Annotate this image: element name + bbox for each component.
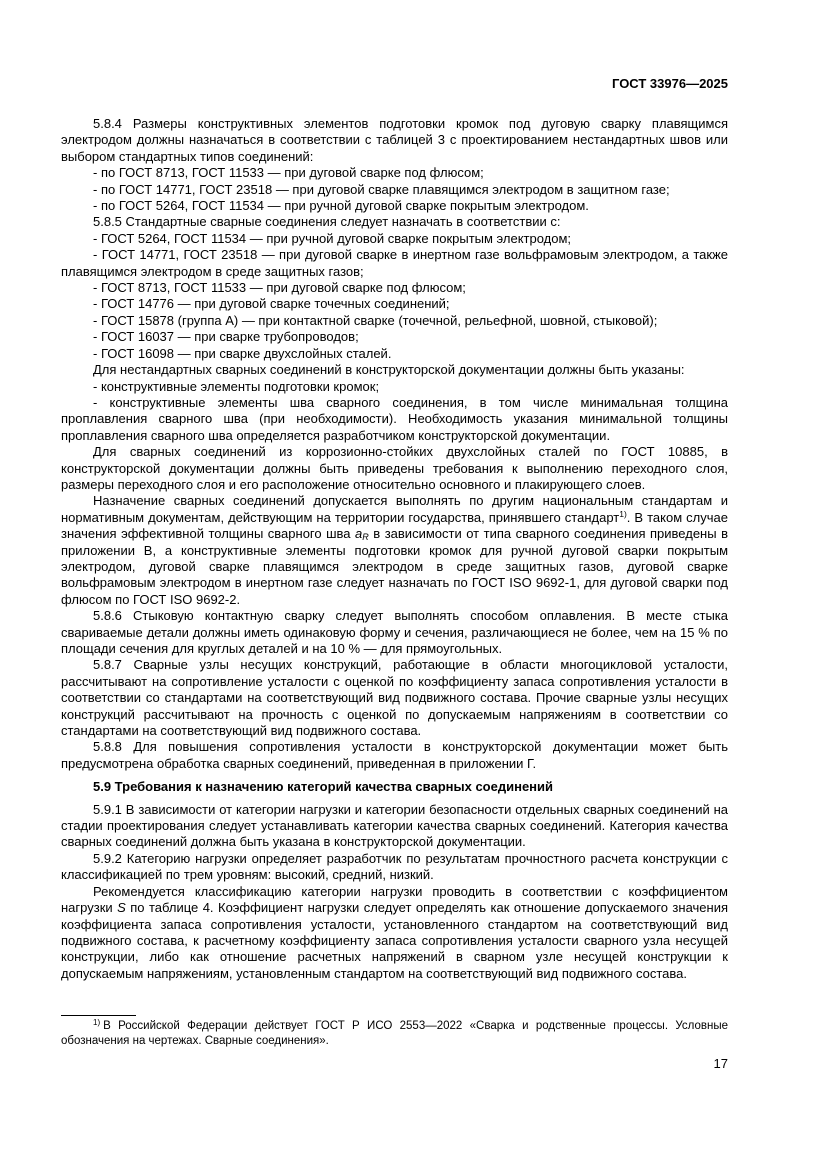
paragraph: - ГОСТ 14771, ГОСТ 23518 — при дуговой сварке в инертном газе вольфрамовым электродом, а также плавящимся электродом в среде защитных газов; xyxy=(61,247,728,279)
footnote-text: В Российской Федерации действует ГОСТ Р ИСО 2553—2022 «Сварка и родственные процессы. Условные обозначения на чертежах. Сварные соединения». xyxy=(61,1020,728,1047)
paragraph-national-standards xyxy=(61,493,728,608)
paragraph-text: Назначение сварных соединений допускается выполнять по другим национальным стандартам и нормативным документам, действующим на территории государства, принявшего стандарт xyxy=(61,493,728,525)
paragraph: - конструктивные элементы шва сварного соединения, в том числе минимальная толщина проплавления сварного шва (при необходимости). Необходимость указания минимальной толщины проплавления сварного шва определяется разработчиком конструкторской документации. xyxy=(61,394,728,443)
paragraph: 5.8.5 Стандартные сварные соединения следует назначать в соответствии с: xyxy=(93,214,561,230)
list-item: - конструктивные элементы подготовки кромок; xyxy=(93,378,380,394)
paragraph-text: Рекомендуется классификацию категории нагрузки проводить в соответствии с коэффициентом нагрузки xyxy=(61,883,728,916)
symbol-s: S xyxy=(117,900,126,916)
paragraph-text: . В таком случае значения эффективной толщины сварного шва xyxy=(61,509,728,542)
paragraph: 5.9.1 В зависимости от категории нагрузки и категории безопасности отдельных сварных соединений на стадии проектирования следует устанавливать категории качества сварных соединений. Категория качества сварных соединений должна быть указана в конструкторской документации. xyxy=(61,801,728,850)
list-item: - ГОСТ 16037 — при сварке трубопроводов; xyxy=(93,329,359,345)
paragraph: Для нестандартных сварных соединений в конструкторской документации должны быть указаны: xyxy=(93,362,685,378)
symbol-a: a xyxy=(355,526,363,542)
list-item: - по ГОСТ 14771, ГОСТ 23518 — при дуговой сварке плавящимся электродом в защитном газе; xyxy=(93,181,670,197)
list-item: - по ГОСТ 5264, ГОСТ 11534 — при ручной дуговой сварке покрытым электродом. xyxy=(93,198,589,214)
paragraph: 5.8.7 Сварные узлы несущих конструкций, работающие в области многоцикловой усталости, рассчитывают на сопротивление усталости с оценкой по коэффициенту запаса сопротивления усталости в соответствии со стандартами на соответствующий вид подвижного состава. Прочие сварные узлы несущих конструкций рассчитывают на прочность с оценкой по допускаемым напряжениям в соответствии со стандартами на соответствующий вид подвижного состава. xyxy=(61,657,728,739)
footnote-separator xyxy=(61,1015,136,1016)
symbol-subscript-r: R xyxy=(362,532,369,543)
page-number: 17 xyxy=(713,1056,728,1071)
paragraph: 5.8.6 Стыковую контактную сварку следует выполнять способом оплавления. В месте стыка свариваемые детали должны иметь одинаковую форму и сечения, различающиеся не более, чем на 15 % по площади сечения для круглых деталей и на 10 % — для прямоугольных. xyxy=(61,608,728,656)
list-item: - ГОСТ 8713, ГОСТ 11533 — при дуговой сварке под флюсом; xyxy=(93,280,466,296)
paragraph: 5.9.2 Категорию нагрузки определяет разработчик по результатам прочностного расчета конструкции с классификацией по трем уровням: высокий, средний, низкий. xyxy=(61,850,728,883)
list-item: - ГОСТ 16098 — при сварке двухслойных сталей. xyxy=(93,345,392,361)
document-body xyxy=(61,116,728,982)
paragraph: 5.8.4 Размеры конструктивных элементов подготовки кромок под дуговую сварку плавящимся электродом должны назначаться в соответствии с таблицей 3 с проектированием нестандартных швов или выбором стандартных типов соединений: xyxy=(61,116,728,164)
paragraph: Для сварных соединений из коррозионно-стойких двухслойных сталей по ГОСТ 10885, в конструкторской документации должны быть приведены требования к выполнению переходного слоя, размеры переходного слоя и его расположение относительно основного и плакирующего слоев. xyxy=(61,444,728,492)
paragraph-text: в зависимости от типа сварного соединения приведены в приложении В, а конструктивные элементы подготовки кромок для ручной дуговой сварки покрытым электродом, дуговой сварке плавящимся электродом в среде защитных газов, дуговой сварке вольфрамовым электродом в инертном газе следует назначать по ГОСТ ISO 9692-1, для дуговой сварки под флюсом по ГОСТ ISO 9692-2. xyxy=(61,526,728,607)
paragraph-load-coefficient xyxy=(61,884,728,982)
list-item: - ГОСТ 14776 — при дуговой сварке точечных соединений; xyxy=(93,296,450,312)
list-item: - по ГОСТ 8713, ГОСТ 11533 — при дуговой сварке под флюсом; xyxy=(93,165,484,181)
footnote-mark: 1) xyxy=(93,1018,101,1027)
paragraph-block-b xyxy=(61,608,728,884)
section-heading: 5.9 Требования к назначению категорий качества сварных соединений xyxy=(93,779,554,795)
footnote xyxy=(61,1019,728,1049)
list-item: - ГОСТ 15878 (группа А) — при контактной сварке (точечной, рельефной, шовной, стыковой); xyxy=(93,312,658,328)
document-header: ГОСТ 33976—2025 xyxy=(612,76,728,91)
list-item: - ГОСТ 5264, ГОСТ 11534 — при ручной дуговой сварке покрытым электродом; xyxy=(93,230,572,246)
paragraph: 5.8.8 Для повышения сопротивления усталости в конструкторской документации может быть предусмотрена обработка сварных соединений, приведенная в приложении Г. xyxy=(61,739,728,771)
paragraph-text: по таблице 4. Коэффициент нагрузки следует определять как отношение допускаемого значения коэффициента запаса сопротивления усталости, установленного стандартом на соответствующий вид подвижного состава, к расчетному коэффициенту запаса сопротивления усталости сварного узла несущей конструкции, либо как отношение расчетных напряжений в сварном узле несущей конструкции к допускаемым напряжениям, установленным стандартом на соответствующий вид подвижного состава. xyxy=(61,900,728,981)
footnote-ref[interactable]: 1) xyxy=(619,508,627,519)
paragraph-block-a xyxy=(61,116,728,493)
